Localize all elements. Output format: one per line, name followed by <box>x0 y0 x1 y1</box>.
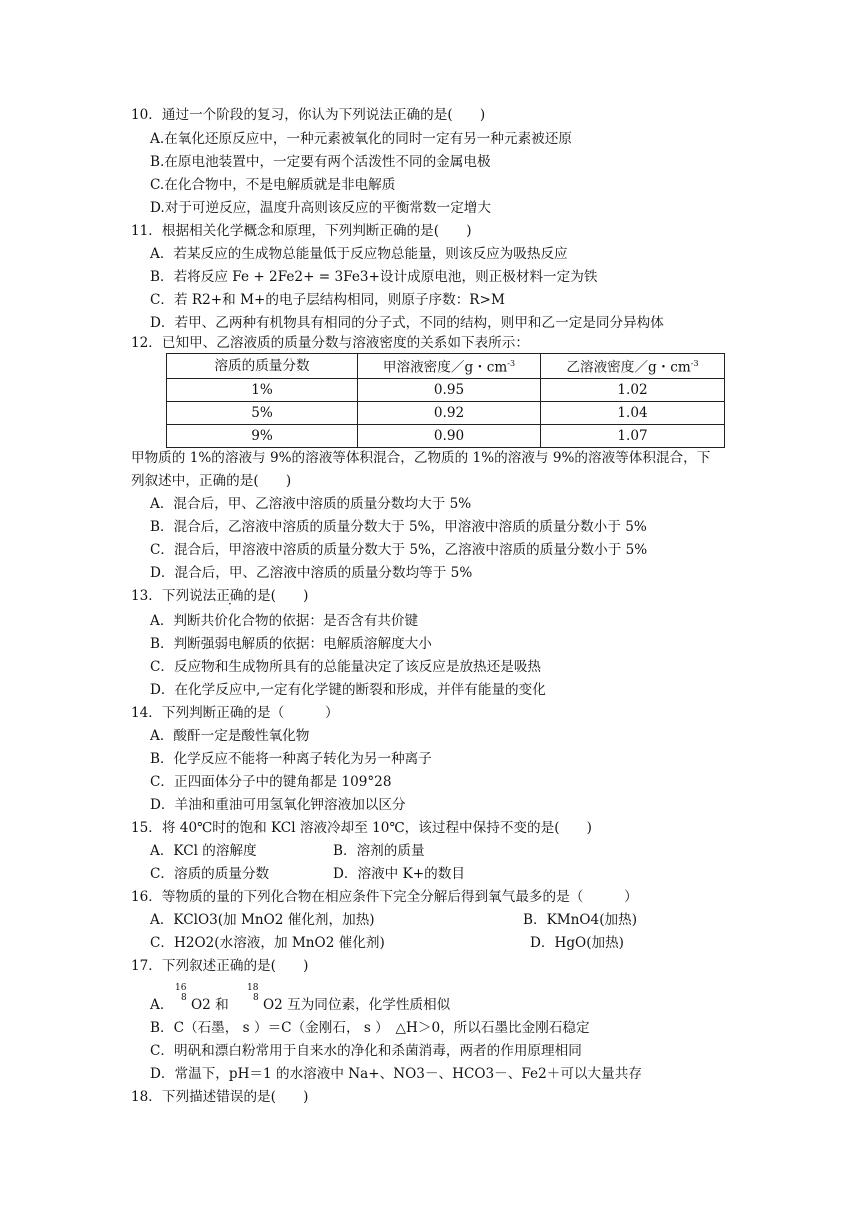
table-cell: 1% <box>167 378 358 401</box>
question-16-option-d: D．HgO(加热) <box>530 935 624 951</box>
question-16-option-b: B．KMnO4(加热) <box>523 912 638 928</box>
question-12-option-a: A．混合后，甲、乙溶液中溶质的质量分数均大于 5% <box>150 496 472 512</box>
mass-number: 18 <box>247 983 259 993</box>
question-11-option-a: A．若某反应的生成物总能量低于反应物总能量，则该反应为吸热反应 <box>150 246 568 262</box>
question-15-stem: 15．将 40℃时的饱和 KCl 溶液冷却至 10℃，该过程中保持不变的是( ) <box>131 820 592 836</box>
mass-number: 16 <box>175 983 187 993</box>
table-cell: 9% <box>167 424 358 447</box>
table-row <box>167 401 725 424</box>
question-13-option-c: C．反应物和生成物所具有的总能量决定了该反应是放热还是吸热 <box>150 659 542 675</box>
unit-superscript: -3 <box>507 359 516 368</box>
emphasis-dots: 正确 <box>216 588 244 604</box>
table-cell: 1.02 <box>541 378 725 401</box>
question-14-option-c: C．正四面体分子中的键角都是 109°28 <box>150 774 392 790</box>
atomic-number: 8 <box>181 993 187 1003</box>
unit-superscript: -3 <box>690 359 699 368</box>
question-10-option-c: C.在化合物中，不是电解质就是非电解质 <box>150 177 396 193</box>
table-cell: 0.90 <box>358 424 541 447</box>
atomic-number: 8 <box>253 993 259 1003</box>
question-14-stem: 14．下列判断正确的是（ ） <box>131 705 339 721</box>
question-12-text-line-2: 列叙述中，正确的是( ) <box>131 473 292 489</box>
table-row <box>167 378 725 401</box>
table-header-row <box>167 354 725 379</box>
table-header-cell: 甲溶液密度／g・$cm^{-3}$ <box>358 354 541 379</box>
question-11-option-c: C．若 R2+和 M+的电子层结构相同，则原子序数：R>M <box>150 292 505 308</box>
question-13-option-a: A．判断共价化合物的依据：是否含有共价键 <box>150 613 419 629</box>
question-17-stem: 17．下列叙述正确的是( ) <box>131 958 309 974</box>
table-cell: 0.92 <box>358 401 541 424</box>
table-cell: 5% <box>167 401 358 424</box>
question-12-option-b: B．混合后，乙溶液中溶质的质量分数大于 5%，甲溶液中溶质的质量分数小于 5% <box>150 519 647 535</box>
table-cell: 1.07 <box>541 424 725 447</box>
question-16-option-a: A．KClO3(加 MnO2 催化剂，加热) <box>150 912 375 928</box>
question-11-option-b: B．若将反应 Fe + 2Fe2+ = 3Fe3+设计成原电池，则正极材料一定为铁 <box>150 269 598 285</box>
question-15-option-c: C．溶质的质量分数 <box>150 866 270 882</box>
table-header-cell: 溶质的质量分数 <box>167 354 358 379</box>
question-13-option-d: D．在化学反应中,一定有化学键的断裂和形成，并伴有能量的变化 <box>150 682 546 698</box>
question-17-option-a: A． 16 8 O2 和 18 8 O2 互为同位素，化学性质相似 <box>150 983 451 1013</box>
question-10-option-a: A.在氧化还原反应中，一种元素被氧化的同时一定有另一种元素被还原 <box>150 131 572 147</box>
question-12-option-d: D．混合后，甲、乙溶液中溶质的质量分数均等于 5% <box>150 565 473 581</box>
question-15-option-a: A．KCl 的溶解度 <box>150 843 257 859</box>
question-16-stem: 16．等物质的量的下列化合物在相应条件下完全分解后得到氧气最多的是（ ） <box>131 889 638 905</box>
question-15-option-d: D．溶液中 K+的数目 <box>333 866 465 882</box>
question-12-option-c: C．混合后，甲溶液中溶质的质量分数大于 5%，乙溶液中溶质的质量分数小于 5% <box>150 542 648 558</box>
question-15-option-b: B．溶剂的质量 <box>333 843 425 859</box>
question-16-option-c: C．H2O2(水溶液，加 MnO2 催化剂) <box>150 935 385 951</box>
question-10-option-d: D.对于可逆反应，温度升高则该反应的平衡常数一定增大 <box>150 200 491 216</box>
table-cell: 1.04 <box>541 401 725 424</box>
question-13-option-b: B．判断强弱电解质的依据：电解质溶解度大小 <box>150 636 432 652</box>
question-17-option-d: D．常温下，pH＝1 的水溶液中 Na+、NO3－、HCO3－、Fe2＋可以大量共存 <box>150 1066 642 1082</box>
question-11-option-d: D．若甲、乙两种有机物具有相同的分子式，不同的结构，则甲和乙一定是同分异构体 <box>150 315 664 331</box>
table-header-cell: 乙溶液密度／g・$cm^{-3}$ <box>541 354 725 379</box>
question-10-stem: 10．通过一个阶段的复习，你认为下列说法正确的是( ) <box>131 107 486 123</box>
question-17-option-b: B．C（石墨， s ）＝C（金刚石， s ） △H＞0，所以石墨比金刚石稳定 <box>150 1020 590 1036</box>
question-10-option-b: B.在原电池装置中，一定要有两个活泼性不同的金属电极 <box>150 154 491 170</box>
question-14-option-d: D．羊油和重油可用氢氧化钾溶液加以区分 <box>150 797 406 813</box>
question-14-option-b: B．化学反应不能将一种离子转化为另一种离子 <box>150 751 432 767</box>
question-12-stem: 12．已知甲、乙溶液质的质量分数与溶液密度的关系如下表所示： <box>131 335 529 351</box>
table-cell: 0.95 <box>358 378 541 401</box>
question-18-stem: 18．下列描述错误的是( ) <box>131 1089 309 1105</box>
density-table <box>166 353 725 448</box>
question-17-option-c: C．明矾和漂白粉常用于自来水的净化和杀菌消毒，两者的作用原理相同 <box>150 1043 582 1059</box>
question-11-stem: 11．根据相关化学概念和原理，下列判断正确的是( ) <box>131 223 472 239</box>
table-row <box>167 424 725 447</box>
question-12-text-line-1: 甲物质的 1%的溶液与 9%的溶液等体积混合，乙物质的 1%的溶液与 9%的溶液等体积混合，下 <box>131 450 711 466</box>
question-13-stem: 13．下列说法正确的是( ) <box>131 588 309 604</box>
question-14-option-a: A．酸酐一定是酸性氧化物 <box>150 728 310 744</box>
